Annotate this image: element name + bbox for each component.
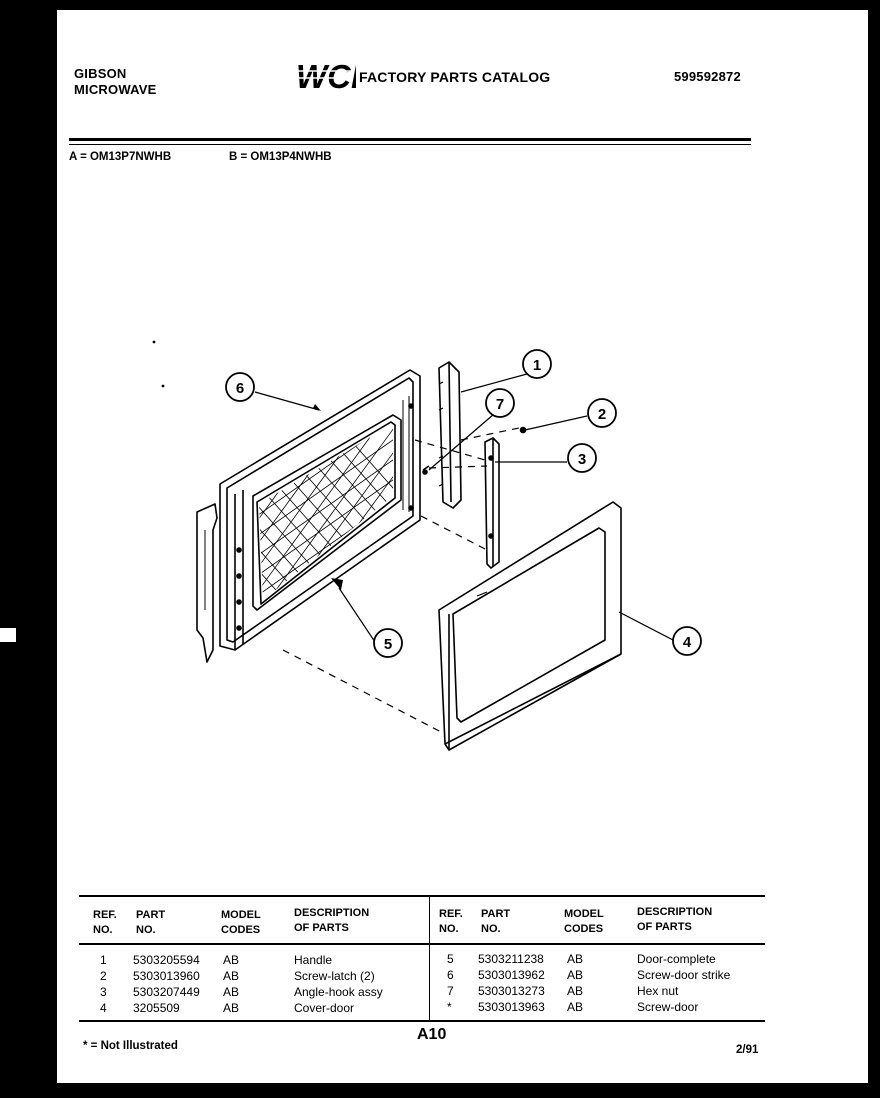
- door-cover: [439, 502, 621, 750]
- header-ref: REF. NO.: [93, 909, 117, 936]
- header-part: PART NO.: [136, 909, 166, 936]
- not-illustrated-note: * = Not Illustrated: [83, 1040, 178, 1052]
- header-ref-right: REF. NO.: [439, 908, 463, 935]
- table-divider: [429, 897, 430, 1020]
- callout-1: [523, 350, 551, 378]
- svg-text:2: 2: [597, 406, 607, 423]
- door-frame: [197, 370, 420, 662]
- table-rule-header: [79, 943, 765, 945]
- header-model: MODEL CODES: [221, 909, 261, 936]
- model-a-code: A = OM13P7NWHB: [69, 151, 172, 163]
- table-rule-top: [79, 895, 765, 897]
- table-rule-bottom: [79, 1020, 765, 1022]
- scan-edge-mark: [0, 628, 16, 642]
- exploded-door-diagram: [57, 10, 868, 770]
- catalog-number: 599592872: [674, 69, 741, 84]
- brand-line-2: MICROWAVE: [74, 82, 157, 97]
- callout-5: [374, 629, 402, 657]
- model-b-code: B = OM13P4NWHB: [229, 151, 332, 163]
- svg-text:3: 3: [577, 451, 587, 468]
- door-handle: [439, 362, 461, 508]
- brand-line-1: GIBSON: [74, 66, 127, 81]
- angle-hook-assy: [485, 438, 499, 568]
- svg-text:6: 6: [235, 380, 245, 397]
- header-part-right: PART NO.: [481, 908, 511, 935]
- callout-7: [486, 389, 514, 417]
- catalog-page: GIBSON MICROWAVE WCI FACTORY PARTS CATALOG 599592872 A = OM13P7NWHB B = OM13P4NWHB 1 2 3 4 5 6 7 REF. NO. PART NO. MODEL CODES DESCRIPTION OF PARTS REF. NO. PART NO. MODEL CODES DESCRIPTION OF PARTS 1 5303205594 AB Handle 2 5303013960 AB Screw-latch (2) 3 5303207449 AB Angle-hook assy 4 3205509 AB Cover-door 5 5303211238 AB Door-complete 6 5303013962 AB Screw-door strike 7 5303013273 AB Hex nut * 5303013963 AB Screw-door * = Not Illustrated A10 2/91: [57, 10, 868, 1083]
- hex-nut: [423, 466, 429, 474]
- revision-date: 2/91: [736, 1044, 759, 1056]
- catalog-title: FACTORY PARTS CATALOG: [359, 69, 551, 85]
- svg-text:7: 7: [495, 396, 505, 413]
- svg-text:1: 1: [532, 357, 542, 374]
- callout-4: [673, 627, 701, 655]
- screw-latch: [521, 428, 526, 433]
- page-code: A10: [417, 1026, 447, 1043]
- header-desc-right: DESCRIPTION OF PARTS: [637, 906, 713, 933]
- svg-text:4: 4: [682, 634, 692, 651]
- callout-2: [588, 399, 616, 427]
- svg-text:5: 5: [383, 636, 393, 653]
- callout-3: [568, 444, 596, 472]
- callout-6: [226, 373, 254, 401]
- header-desc: DESCRIPTION OF PARTS: [294, 907, 370, 934]
- wci-logo-text: WCI: [296, 58, 356, 94]
- header-model-right: MODEL CODES: [564, 908, 604, 935]
